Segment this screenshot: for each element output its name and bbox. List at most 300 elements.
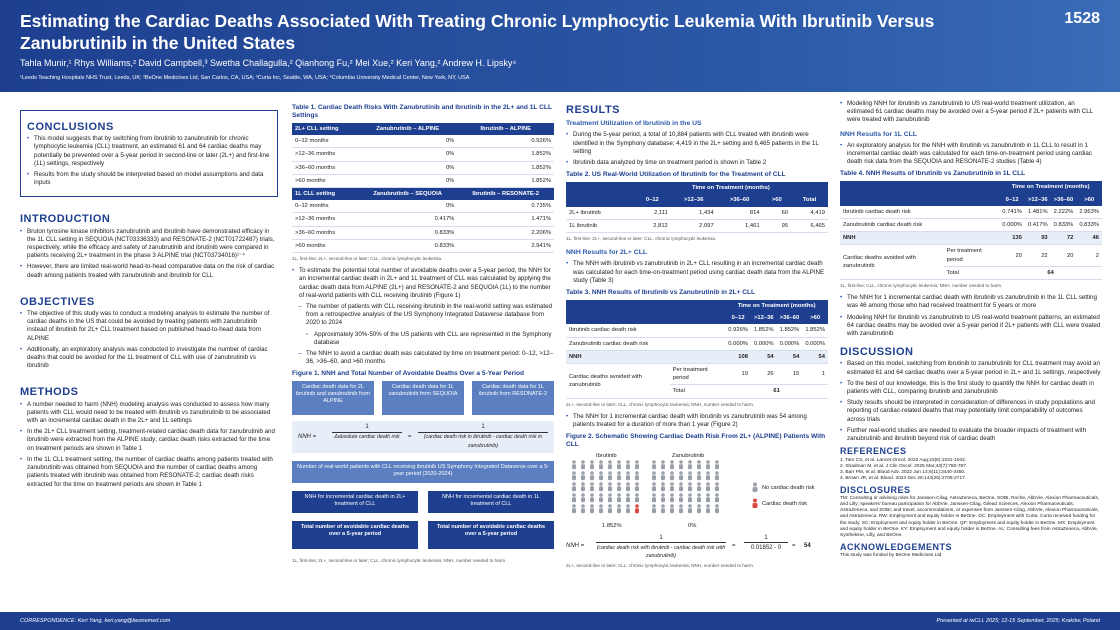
fig1-box-nnh-1l: NNH for incremental cardiac death in 1L treatment of CLL <box>428 491 554 513</box>
table4 <box>840 181 1102 280</box>
conclusions-box <box>20 110 278 197</box>
person-icon <box>706 460 710 469</box>
cell: 0.000% <box>999 219 1025 232</box>
person-icon <box>608 482 612 491</box>
presented-at: Presented at iwCLL 2025; 12-15 September, 2025; Kraków, Poland <box>936 618 1100 624</box>
references-list <box>840 458 1102 482</box>
table-header: >36–60 <box>777 312 803 324</box>
cell: 22 <box>1025 245 1051 266</box>
fig1-box-nnh-2l: NNH for incremental cardiac death in 2L+ treatment of CLL <box>292 491 418 513</box>
cell: 2L+ ibrutinib <box>566 207 634 220</box>
cell: 0.000% <box>751 337 777 350</box>
cell: >36–60 months <box>292 161 358 174</box>
person-icon <box>670 471 674 480</box>
cell: 1,461 <box>717 219 763 232</box>
cell: Total <box>670 385 726 398</box>
formula-label: NNH = <box>566 543 585 550</box>
person-icon <box>626 504 630 513</box>
cell: 0.926% <box>725 324 751 337</box>
person-icon <box>750 498 760 508</box>
table-header: 0–12 <box>999 194 1025 206</box>
list-item: • The objective of this study was to conduct a modeling analysis to estimate the number of cardiac deaths in the US that could be avoided by treating patients with zanubrutinib instead of ibrutinib for 2L+ CLL treatment based on published head-to-head data from ALPINE <box>20 310 278 343</box>
table3-title: Table 3. NNH Results of Ibrutinib vs Zanubrutinib in 2L+ CLL <box>566 289 756 297</box>
formula-numerator: 1 <box>744 534 788 543</box>
person-icon <box>697 493 701 502</box>
person-icon <box>635 471 639 480</box>
list-item: • An exploratory analysis for the NNH with ibrutinib vs zanubrutinib in 1L CLL to result in 1 incremental cardiac death was calculated for each time-on-treatment period using cardiac death risk data from the SEQUOIA and RESONATE-2 studies (Table 4) <box>840 142 1102 167</box>
cell: 20 <box>999 245 1025 266</box>
cell: 0.833% <box>1051 219 1077 232</box>
person-icon <box>697 471 701 480</box>
fig2-people-grid <box>566 460 746 520</box>
person-icon <box>661 504 665 513</box>
table-header: Total <box>791 194 828 206</box>
list-item: • In the 2L+ CLL treatment setting, treatment-related cardiac death data for zanubrutinib and ibrutinib were extracted from the ALPINE study; cardiac death risks extracted for the time on treatment periods are shown in Table 1 <box>20 428 278 453</box>
fig1-box-alpine: Cardiac death data for 2L ibrutinib and zanubrutinib from ALPINE <box>292 381 374 415</box>
person-icon <box>590 504 594 513</box>
person-icon <box>750 482 760 492</box>
list-item: • Modeling NNH for ibrutinib vs zanubrutinib to US real-world treatment utilization, an estimated 61 cardiac deaths may be avoided over a 5-year period if 2L+ patients with CLL were treated with zanubrutinib <box>840 100 1102 125</box>
person-icon <box>608 493 612 502</box>
figure1 <box>292 381 554 571</box>
list-item: • Further real-world studies are needed to evaluate the broader impacts of treatment with zanubrutinib and ibrutinib beyond risk of cardiac death <box>840 427 1102 443</box>
list-item: ▫ Approximately 30%-50% of the US patients with CLL are represented in the Symphony database <box>292 331 554 347</box>
fig1-formula <box>292 421 554 453</box>
cell: 0–12 months <box>292 135 358 148</box>
cell: 0.833% <box>358 239 457 252</box>
cell: 95 <box>763 219 791 232</box>
table-header: 2L+ CLL setting <box>292 123 358 135</box>
cell: 2,812 <box>634 219 671 232</box>
person-icon <box>635 482 639 491</box>
person-icon <box>581 482 585 491</box>
person-icon <box>670 460 674 469</box>
column-4 <box>840 100 1102 560</box>
list-item: • The NNH with ibrutinib vs zanubrutinib in 2L+ CLL resulting in an incremental cardiac death was calculated for each time-on-treatment period using cardiac death data from the ALPINE study (Table 3) <box>566 260 828 285</box>
person-icon <box>697 460 701 469</box>
person-icon <box>652 482 656 491</box>
person-icon <box>652 471 656 480</box>
person-icon <box>590 460 594 469</box>
column-2 <box>292 100 554 573</box>
cell: Cardiac deaths avoided with zanubrutinib <box>566 364 670 399</box>
cell: >60 months <box>292 174 358 187</box>
list-item: • Bruton tyrosine kinase inhibitors zanubrutinib and ibrutinib have demonstrated efficacy in the 1L CLL setting in SEQUOIA (NCT03336333) and RESONATE-2 (NCT01722487) trials, respectively, while the efficacy and safety of zanubrutinib and ibrutinib were compared in patients receiving 2L+ treatment in the phase 3 ALPINE trial (NCT03734016)¹⁻⁴ <box>20 228 278 261</box>
cell: Zanubrutinib cardiac death risk <box>566 337 725 350</box>
cell: 0.833% <box>358 226 457 239</box>
person-icon <box>679 471 683 480</box>
fig2-formula <box>566 532 828 560</box>
cell: 54 <box>802 350 828 363</box>
cell: 0% <box>358 148 457 161</box>
person-icon <box>599 482 603 491</box>
list-item: • Ibrutinib data analyzed by time on treatment period is shown in Table 2 <box>566 159 828 167</box>
table-row <box>292 213 554 226</box>
cell: 0% <box>358 135 457 148</box>
poster-header <box>0 0 1120 92</box>
person-icon <box>572 504 576 513</box>
cell: 0.417% <box>1025 219 1051 232</box>
person-icon <box>617 460 621 469</box>
person-icon <box>626 471 630 480</box>
figure2 <box>566 452 828 570</box>
table-row <box>292 148 554 161</box>
cell: Total <box>944 266 1000 279</box>
formula-equals: = <box>792 543 796 550</box>
table-header: Ibrutinib – RESONATE-2 <box>457 188 554 201</box>
results-list-2 <box>566 260 828 285</box>
table-header: Zanubrutinib – SEQUOIA <box>358 188 457 201</box>
methods-cont-list <box>292 267 554 366</box>
person-icon <box>688 493 692 502</box>
person-icon <box>635 460 639 469</box>
person-icon <box>626 460 630 469</box>
cell: >12–36 months <box>292 213 358 226</box>
list-item: – The NNH to avoid a cardiac death was calculated by time on treatment period: 0–12, >12–36, >36–60, and >60 months <box>292 350 554 366</box>
figure1-note: 1L, first-line; 2L+, second-line or later; CLL, chronic lymphocytic leukemia; NNH, number needed to harm. <box>292 558 507 564</box>
table-row <box>566 364 828 385</box>
cell: 0.741% <box>999 206 1025 219</box>
table-header: 1L CLL setting <box>292 188 358 201</box>
cell: 0.000% <box>725 337 751 350</box>
cell: Ibrutinib cardiac death risk <box>566 324 725 337</box>
person-icon <box>599 460 603 469</box>
conclusions-heading: CONCLUSIONS <box>27 121 114 133</box>
fig2-legend-no-risk: No cardiac death risk <box>762 485 815 492</box>
table-header: 0–12 <box>725 312 751 324</box>
methods-list <box>20 401 278 489</box>
cell: Zanubrutinib cardiac death risk <box>840 219 999 232</box>
cell: 61 <box>725 385 828 398</box>
list-item: • Modeling NNH for ibrutinib vs zanubrutinib to US real-world treatment patterns, an estimated 64 cardiac deaths may be avoided over a 5-year period if 2L+ patients with CLL were treated with zanubrutinib <box>840 314 1102 339</box>
cell: 1.852% <box>777 324 803 337</box>
correspondence: CORRESPONDENCE: Keri Yang, keri.yang@beonemed.com <box>20 618 171 624</box>
person-icon <box>715 504 719 513</box>
introduction-heading: INTRODUCTION <box>20 213 111 226</box>
cell: 1.471% <box>457 213 554 226</box>
person-icon <box>617 482 621 491</box>
cell: 0% <box>358 200 457 213</box>
formula-denominator: Δabsolute cardiac death risk <box>334 434 400 441</box>
disclosures-heading: DISCLOSURES <box>840 484 911 495</box>
person-icon <box>617 504 621 513</box>
table2-note: 1L, first-line; 2L+, second-line or later; CLL, chronic lymphocytic leukemia. <box>566 236 717 242</box>
formula-denominator: (cardiac death risk in ibrutinib - cardiac death risk in zanubrutinib) <box>423 434 543 449</box>
cell: 64 <box>999 266 1102 279</box>
cell: 2,111 <box>634 207 671 220</box>
person-icon <box>608 460 612 469</box>
cell: 135 <box>999 232 1025 245</box>
person-icon <box>679 460 683 469</box>
table-row <box>292 200 554 213</box>
table-header: >60 <box>763 194 791 206</box>
formula-result: 54 <box>804 543 811 550</box>
cell: 108 <box>725 350 751 363</box>
cell: NNH <box>840 232 999 245</box>
list-item: – The number of patients with CLL receiving ibrutinib in the real-world setting was estimated from a retrospective analysis of the US Symphony Integrated Dataverse database from 2020 to 2024 <box>292 303 554 328</box>
col4-list-2 <box>840 142 1102 167</box>
poster-footer <box>0 612 1120 630</box>
formula-denominator: 0.01852 - 0 <box>750 545 782 552</box>
person-icon <box>706 493 710 502</box>
cell: 1,434 <box>671 207 717 220</box>
col4-list-1 <box>840 100 1102 125</box>
cell: 2.941% <box>457 239 554 252</box>
person-icon <box>635 504 639 513</box>
person-icon <box>688 460 692 469</box>
person-icon <box>635 493 639 502</box>
person-icon <box>572 471 576 480</box>
disclosures-text: TM: Consulting or advising roles for Janssen-Cilag, AstraZeneca, BeOne, SOBI, Roche, AbbVie, Alexion Pharmaceuticals, and Lilly; speakers' bureau participation for AbbVie, Janssen-Cilag, Gilead Sciences, Alexion Pharmaceuticals, AstraZeneca, and SOBI; and travel, accommodations, or expenses from Janssen-Cilag, AbbVie, Alexion Pharmaceuticals, and AstraZeneca. RW: Employment and equity holder in BeOne. DC: Employment with Curta. Curta received funding for the study. SC: Employment and equity holder in BeOne. QF: Employment and equity holder in BeOne. MX: Employment and equity holder in BeOne. KY: Employment and equity holder in BeOne. AL: Consulting fees from AstraZeneca, AbbVie, Synthekine, Lilly, and BeOne. <box>840 495 1100 538</box>
cell: 1.852% <box>751 324 777 337</box>
table2-title: Table 2. US Real-World Utilization of Ibrutinib for the Treatment of CLL <box>566 171 786 179</box>
results-list-3 <box>566 413 828 429</box>
person-icon <box>590 471 594 480</box>
table-row <box>292 135 554 148</box>
cell: >36–60 months <box>292 226 358 239</box>
list-item: • Based on this model, switching from ibrutinib to zanubrutinib for CLL treatment may avoid an estimated 61 and 64 cardiac deaths over a 5-year period in 2L+ and 1L settings, respectively <box>840 360 1102 376</box>
introduction-list <box>20 228 278 280</box>
person-icon <box>688 504 692 513</box>
cell: 1.481% <box>1025 206 1051 219</box>
cell: Per treatment period <box>670 364 726 385</box>
list-item: • During the 5-year period, a total of 10,884 patients with CLL treated with ibrutinib were identified in the Symphony database; 4,419 in the 2L+ setting and 6,465 patients in the 1L setting <box>566 131 828 156</box>
list-item: • However, there are limited real-world head-to-head comparative data on the risk of cardiac death among patients treated with zanubrutinib and ibrutinib for CLL <box>20 263 278 279</box>
cell: 19 <box>725 364 751 385</box>
table-row <box>840 232 1102 245</box>
list-item: • The NNH for 1 incremental cardiac death with ibrutinib vs zanubrutinib was 54 among patients treated for a duration of more than 1 year (Figure 2) <box>566 413 828 429</box>
person-icon <box>608 471 612 480</box>
person-icon <box>572 482 576 491</box>
cell: 1.852% <box>457 161 554 174</box>
table-header: >36–60 <box>1051 194 1077 206</box>
cell: Cardiac deaths avoided with zanubrutinib <box>840 245 944 280</box>
fig1-box-symphony: Number of real-world patients with CLL receiving ibrutinib US Symphony Integrated Dataverse over a 5-year period (2020-2024) <box>292 461 554 483</box>
references-heading: REFERENCES <box>840 446 907 457</box>
list-item: • Additionally, an exploratory analysis was conducted to investigate the number of cardiac deaths that could be avoided for the 1L treatment of CLL with use of zanubrutinib vs ibrutinib <box>20 346 278 371</box>
cell: 2.222% <box>1051 206 1077 219</box>
table-header: 0–12 <box>634 194 671 206</box>
fig2-pct-zanubrutinib: 0% <box>688 523 697 530</box>
table-header: Ibrutinib – ALPINE <box>457 123 554 135</box>
list-item: • Study results should be interpreted in consideration of differences in study populations and reporting of cardiac-related deaths that may potentially limit comparability of outcomes across trials <box>840 399 1102 424</box>
person-icon <box>581 471 585 480</box>
conclusions-list <box>27 135 271 187</box>
cell: 54 <box>777 350 803 363</box>
reference-item: 4. Brown JR, et al. Blood. 2024 Dec 26;144(26):2706-2717. <box>840 475 967 481</box>
objectives-list <box>20 310 278 370</box>
figure2-note: 2L+, second-line or later; CLL, chronic lymphocytic leukemia; NNH, number needed to harm. <box>566 563 755 569</box>
table2 <box>566 182 828 233</box>
column-1 <box>20 100 278 492</box>
person-icon <box>599 471 603 480</box>
table-row <box>566 337 828 350</box>
cell: 2,097 <box>671 219 717 232</box>
objectives-heading: OBJECTIVES <box>20 295 95 308</box>
results-sub-utilization: Treatment Utilization of Ibrutinib in the US <box>566 120 702 128</box>
table-row <box>292 161 554 174</box>
cell: 0.000% <box>802 337 828 350</box>
person-icon <box>715 493 719 502</box>
poster-title: Estimating the Cardiac Deaths Associated With Treating Chronic Lymphocytic Leukemia With Ibrutinib Versus Zanubrutinib in the United States <box>20 11 935 53</box>
fig2-label-zanubrutinib: Zanubrutinib <box>672 453 705 460</box>
table-header: >12–36 <box>671 194 717 206</box>
table-row <box>840 219 1102 232</box>
cell: 4,419 <box>791 207 828 220</box>
reference-item: 2. Shadman M, et al. J Clin Oncol. 2025 Mar;43(7):780-787. <box>840 463 968 469</box>
cell: 46 <box>1076 232 1102 245</box>
cell: 0.000% <box>777 337 803 350</box>
table3 <box>566 300 828 399</box>
cell: 2.963% <box>1076 206 1102 219</box>
person-icon <box>715 471 719 480</box>
list-item: • The NNH for 1 incremental cardiac death with ibrutinib vs zanubrutinib in the 1L CLL setting was 46 among those who had received treatment for 5 years or more <box>840 294 1102 310</box>
cell: >60 months <box>292 239 358 252</box>
figure1-title: Figure 1. NNH and Total Number of Avoidable Deaths Over a 5-Year Period <box>292 370 525 378</box>
formula-numerator: 1 <box>418 423 548 432</box>
table-header: Time on Treatment (months) <box>999 181 1102 193</box>
person-icon <box>670 482 674 491</box>
list-item: • To the best of our knowledge, this is the first study to quantify the NNH for cardiac death in patients with CLL, comparing ibrutinib and zanubrutinib <box>840 380 1102 396</box>
person-icon <box>652 504 656 513</box>
person-icon <box>581 460 585 469</box>
cell: 93 <box>1025 232 1051 245</box>
person-icon <box>670 504 674 513</box>
fig1-box-sequoia: Cardiac death data for 1L zanubrutinib from SEQUOIA <box>382 381 464 415</box>
formula-denominator: (cardiac death risk with ibrutinib - cardiac death risk with zanubrutinib) <box>596 545 726 560</box>
cell: 72 <box>1051 232 1077 245</box>
person-icon <box>679 493 683 502</box>
column-3 <box>566 100 828 570</box>
person-icon <box>688 482 692 491</box>
cell: 0% <box>358 161 457 174</box>
fig1-box-resonate: Cardiac death data for 1L ibrutinib from RESONATE-2 <box>472 381 554 415</box>
person-icon <box>679 504 683 513</box>
person-icon <box>679 482 683 491</box>
formula-numerator: 1 <box>332 423 402 432</box>
col4-list-3 <box>840 294 1102 338</box>
table-header: Time on Treatment (months) <box>634 182 828 194</box>
cell: 1 <box>802 364 828 385</box>
table-header: >36–60 <box>717 194 763 206</box>
acknowledgements-heading: ACKNOWLEDGEMENTS <box>840 542 952 553</box>
table-row <box>840 245 1102 266</box>
cell: 26 <box>751 364 777 385</box>
person-icon <box>626 493 630 502</box>
cell: 0.833% <box>1076 219 1102 232</box>
table-header: >12–36 <box>751 312 777 324</box>
cell: NNH <box>566 350 725 363</box>
person-icon <box>670 493 674 502</box>
results-sub-2l: NNH Results for 2L+ CLL <box>566 249 648 257</box>
cell: 0.735% <box>457 200 554 213</box>
person-icon <box>715 460 719 469</box>
list-item: • This model suggests that by switching from ibrutinib to zanubrutinib for chronic lymphocytic leukemia (CLL) treatment, an estimated 61 and 64 cardiac deaths may potentially be prevented over a 5-year period in second-line or later (2L+) and first-line (1L) settings, respectively <box>27 135 271 168</box>
person-icon <box>617 471 621 480</box>
fig1-box-total-1l: Total number of avoidable cardiac deaths over a 5-year period <box>428 521 554 549</box>
table-header: Time on Treatment (months) <box>725 300 828 312</box>
cell: 2.206% <box>457 226 554 239</box>
formula-label: NNH = <box>298 434 317 441</box>
person-icon <box>617 493 621 502</box>
results-list-1 <box>566 131 828 167</box>
methods-heading: METHODS <box>20 386 79 399</box>
person-icon <box>661 482 665 491</box>
cell: 0% <box>358 174 457 187</box>
table1-title: Table 1. Cardiac Death Risks With Zanubrutinib and Ibrutinib in the 2L+ and 1L CLL Settings <box>292 104 552 119</box>
cell: 0–12 months <box>292 200 358 213</box>
discussion-heading: DISCUSSION <box>840 346 914 359</box>
table-row <box>566 350 828 363</box>
cell: 1.852% <box>802 324 828 337</box>
table-row <box>292 239 554 252</box>
person-icon <box>706 471 710 480</box>
person-icon <box>697 504 701 513</box>
authors: Tahla Munir,¹ Rhys Williams,² David Campbell,³ Swetha Challagulla,² Qianhong Fu,² Mei Xue,² Keri Yang,² Andrew H. Lipsky⁴ <box>20 58 517 68</box>
table1 <box>292 123 554 253</box>
acknowledgements-text: This study was funded by BeOne Medicines Ltd <box>840 553 942 559</box>
table-row <box>292 226 554 239</box>
fig2-legend-risk: Cardiac death risk <box>762 501 808 508</box>
cell: 814 <box>717 207 763 220</box>
person-icon <box>581 504 585 513</box>
formula-equals: = <box>732 543 736 550</box>
cell: 6,465 <box>791 219 828 232</box>
formula-numerator: 1 <box>596 534 726 543</box>
figure2-title: Figure 2. Schematic Showing Cardiac Death Risk From 2L+ (ALPINE) Patients With CLL <box>566 433 826 449</box>
person-icon <box>715 482 719 491</box>
table-header: >60 <box>1076 194 1102 206</box>
poster-number: 1528 <box>1064 10 1100 27</box>
table4-title: Table 4. NNH Results of Ibrutinib vs Zanubrutinib in 1L CLL <box>840 170 1026 178</box>
cell: 54 <box>751 350 777 363</box>
person-icon <box>652 493 656 502</box>
fig2-label-ibrutinib: Ibrutinib <box>596 453 617 460</box>
affiliations: ¹Leeds Teaching Hospitals NHS Trust, Leeds, UK; ²BeOne Medicines Ltd, San Carlos, CA, USA; ³Curta Inc, Seattle, WA, USA; ⁴Columbia University Medical Center, New York, NY, USA <box>20 75 470 81</box>
person-icon <box>626 482 630 491</box>
list-item: • In the 1L CLL treatment setting, the number of cardiac deaths among patients treated with zanubrutinib was obtained from SEQUOIA and the number of cardiac deaths among patients treated with ibrutinib was obtained from RESONATE-2; cardiac death risks extracted for the time on treatment periods are shown in Table 1 <box>20 456 278 489</box>
cell: Ibrutinib cardiac death risk <box>840 206 999 219</box>
person-icon <box>697 482 701 491</box>
person-icon <box>661 460 665 469</box>
formula-equals: = <box>408 434 412 441</box>
reference-item: 3. Barr PM, et al. Blood Adv. 2022 Jun 14;6(11):3440-3450. <box>840 469 966 475</box>
person-icon <box>599 493 603 502</box>
person-icon <box>599 504 603 513</box>
cell: 60 <box>763 207 791 220</box>
table-row <box>566 324 828 337</box>
list-item: • To estimate the potential total number of avoidable deaths over a 5-year period, the NNH for an incremental cardiac death in 2L+ and 1L treatment of CLL was calculated by applying the cardiac death data from ALPINE (2L+) and RESONATE-2 and SEQUOIA (1L) to the number of real-world patients with CLL receiving ibrutinib (Figure 1) <box>292 267 554 300</box>
cell: 1.852% <box>457 148 554 161</box>
cell: 0.926% <box>457 135 554 148</box>
table3-note: 2L+, second-line or later; CLL, chronic lymphocytic leukemia; NNH, number needed to harm. <box>566 401 755 407</box>
person-icon <box>608 504 612 513</box>
cell: >12–36 months <box>292 148 358 161</box>
cell: 15 <box>777 364 803 385</box>
table-row <box>292 174 554 187</box>
table-row <box>566 219 828 232</box>
cell: 1.852% <box>457 174 554 187</box>
person-icon <box>688 471 692 480</box>
results-sub-1l: NNH Results for 1L CLL <box>840 130 917 138</box>
discussion-list <box>840 360 1102 443</box>
fig2-pct-ibrutinib: 1.852% <box>602 523 622 530</box>
table4-note: 1L, first-line; CLL, chronic lymphocytic leukemia; NNH, number needed to harm. <box>840 283 1003 289</box>
person-icon <box>572 460 576 469</box>
person-icon <box>652 460 656 469</box>
person-icon <box>581 493 585 502</box>
reference-item: 1. Tam CS, et al. Lancet Oncol. 2022 Aug;23(8):1031-1043. <box>840 457 967 463</box>
